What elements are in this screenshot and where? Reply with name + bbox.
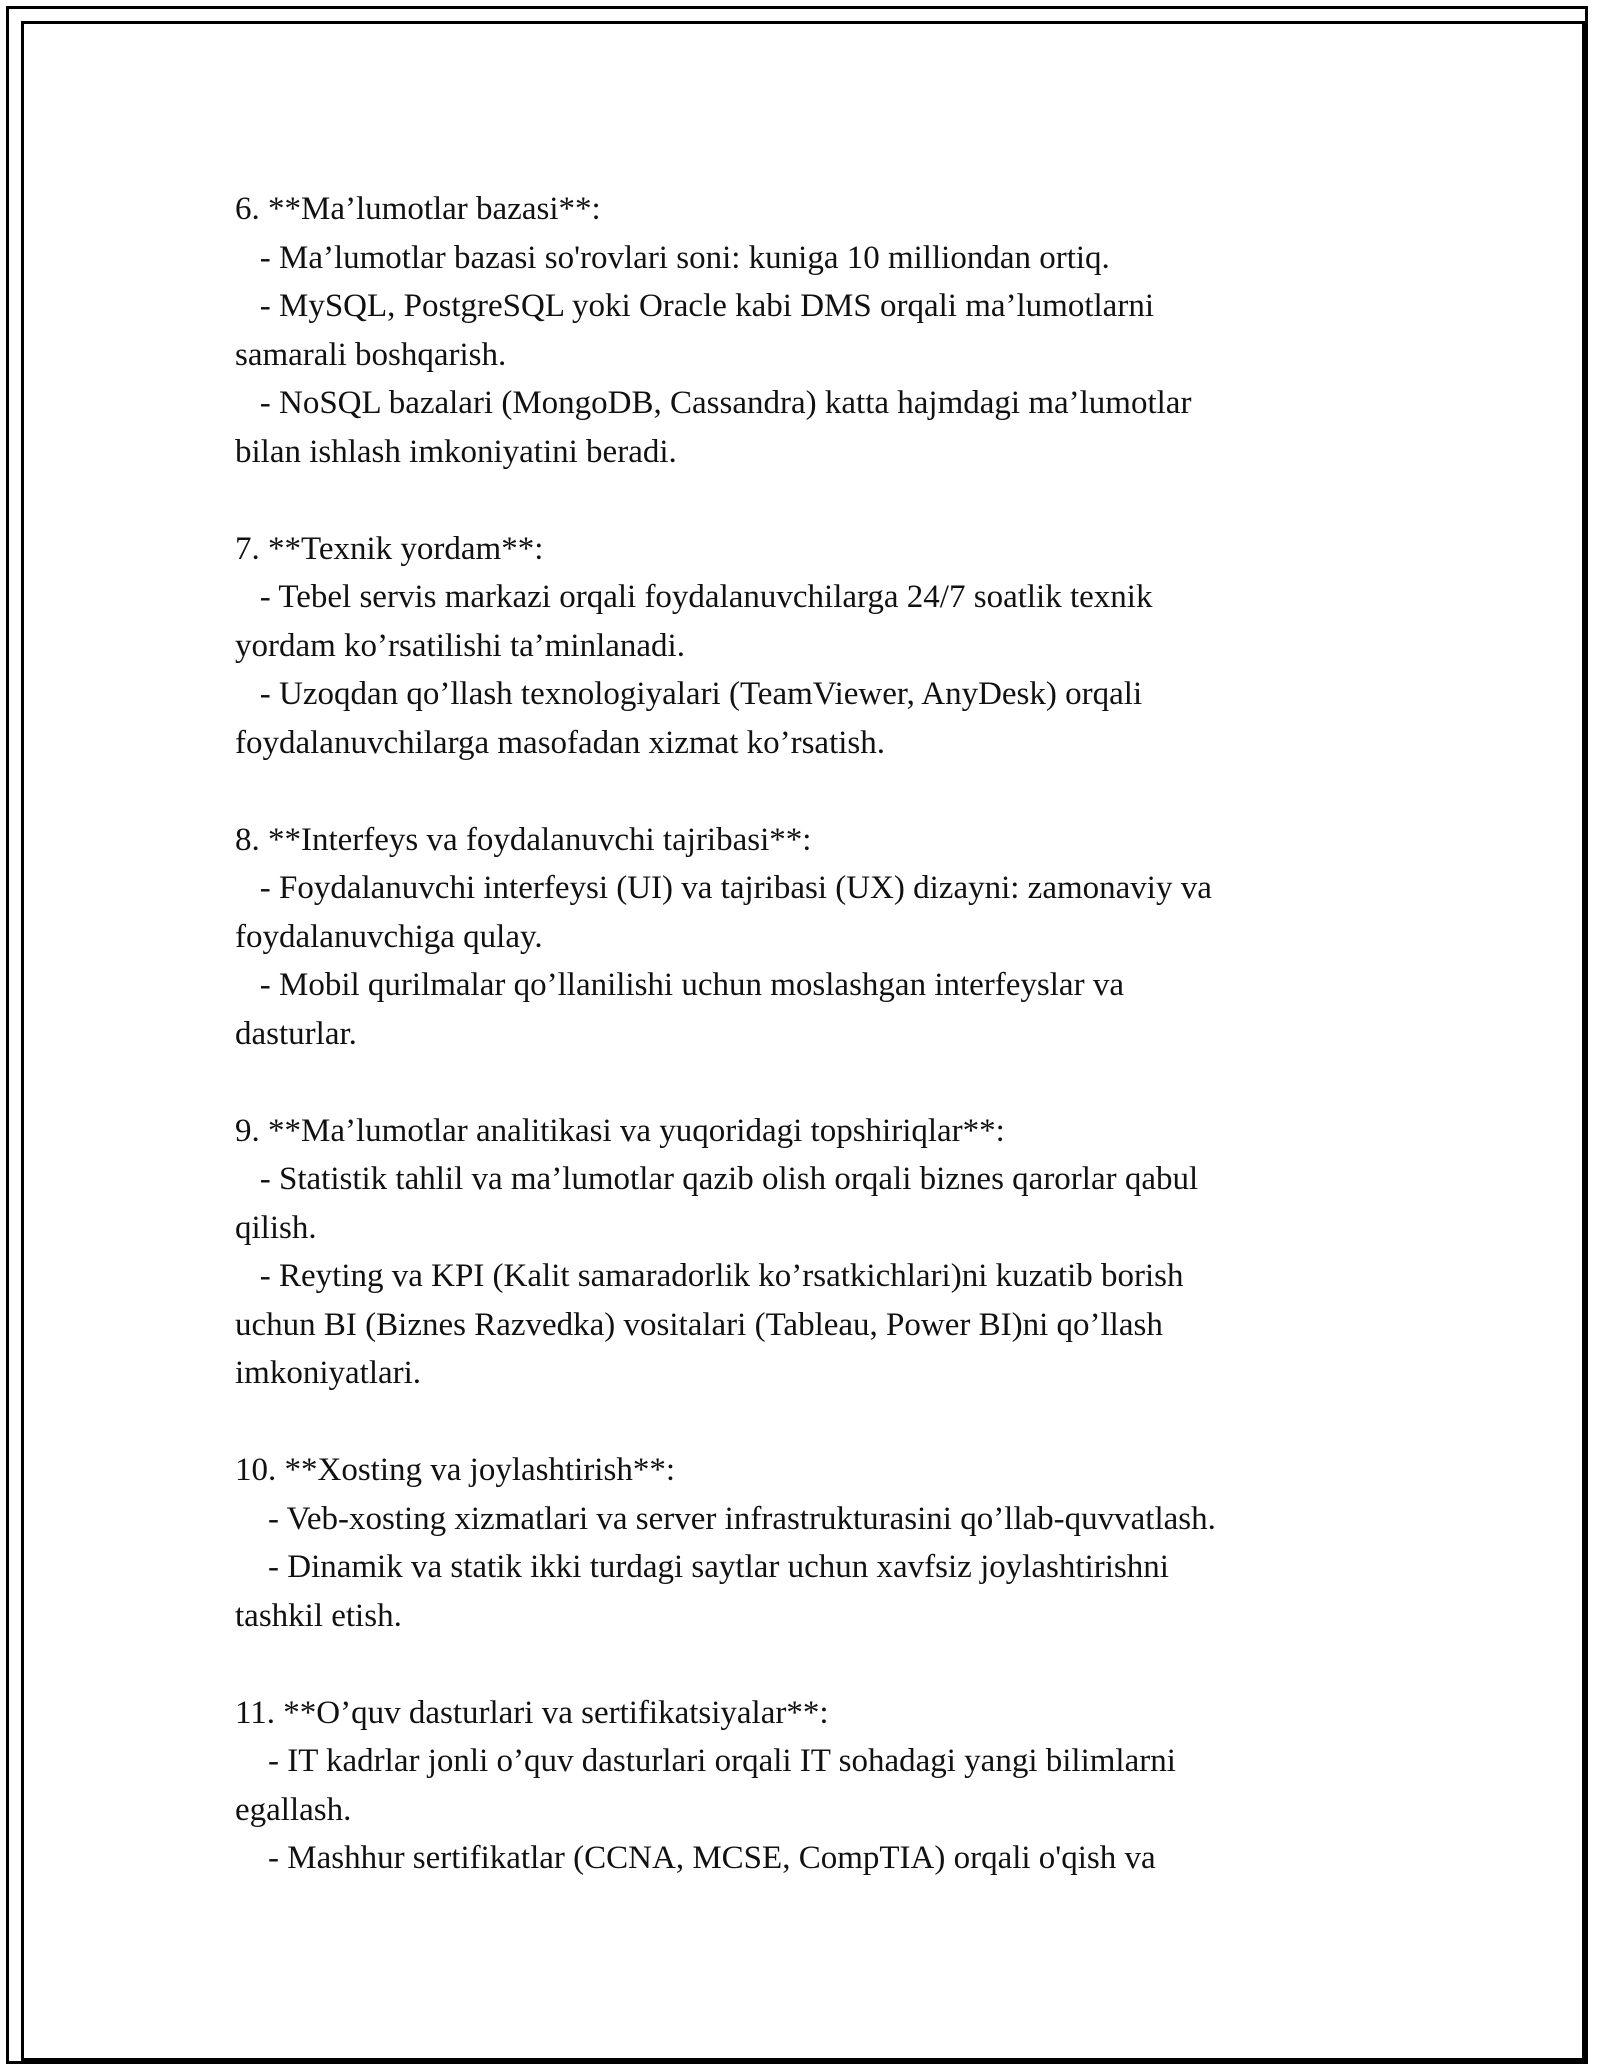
section-data-analytics	[235, 1107, 1365, 1398]
bullet-line: - Mobil qurilmalar qo’llanilishi uchun moslashgan interfeyslar va	[235, 967, 1124, 1003]
bullet-continuation: samarali boshqarish.	[235, 336, 507, 373]
bullet-continuation: yordam ko’rsatilishi ta’minlanadi.	[235, 627, 685, 664]
bullet-continuation: egallash.	[235, 1791, 352, 1828]
bullet-continuation: qilish.	[235, 1209, 317, 1246]
document-body	[235, 185, 1365, 1883]
section-heading: 9. **Ma’lumotlar analitikasi va yuqoridagi topshiriqlar**:	[235, 1112, 1005, 1149]
bullet-continuation: foydalanuvchilarga masofadan xizmat ko’rsatish.	[235, 724, 886, 761]
bullet-line: - MySQL, PostgreSQL yoki Oracle kabi DMS orqali ma’lumotlarni	[235, 288, 1154, 324]
bullet-line: - Statistik tahlil va ma’lumotlar qazib olish orqali biznes qarorlar qabul	[235, 1161, 1199, 1197]
bullet-line: - NoSQL bazalari (MongoDB, Cassandra) katta hajmdagi ma’lumotlar	[235, 385, 1192, 421]
bullet-line: - Uzoqdan qo’llash texnologiyalari (TeamViewer, AnyDesk) orqali	[235, 676, 1143, 712]
section-hosting	[235, 1446, 1365, 1640]
bullet-line: - Veb-xosting xizmatlari va server infrastrukturasini qo’llab-quvvatlash.	[235, 1500, 1216, 1537]
bullet-continuation: dasturlar.	[235, 1015, 357, 1052]
bullet-line: - Mashhur sertifikatlar (CCNA, MCSE, CompTIA) orqali o'qish va	[235, 1840, 1156, 1876]
bullet-continuation: bilan ishlash imkoniyatini beradi.	[235, 433, 677, 470]
section-tech-support	[235, 525, 1365, 768]
bullet-continuation: tashkil etish.	[235, 1597, 402, 1634]
bullet-continuation: imkoniyatlari.	[235, 1355, 422, 1391]
bullet-line: - Reyting va KPI (Kalit samaradorlik ko’rsatkichlari)ni kuzatib borish	[235, 1258, 1184, 1294]
section-heading: 10. **Xosting va joylashtirish**:	[235, 1452, 675, 1488]
bullet-line: - Dinamik va statik ikki turdagi saytlar uchun xavfsiz joylashtirishni	[235, 1549, 1169, 1585]
section-heading: 6. **Ma’lumotlar bazasi**:	[235, 191, 601, 227]
section-heading: 8. **Interfeys va foydalanuvchi tajribasi**:	[235, 821, 812, 858]
section-interface-ux	[235, 816, 1365, 1059]
bullet-continuation: uchun BI (Biznes Razvedka) vositalari (Tableau, Power BI)ni qo’llash	[235, 1306, 1163, 1343]
bullet-line: - IT kadrlar jonli o’quv dasturlari orqali IT sohadagi yangi bilimlarni	[235, 1743, 1176, 1779]
section-heading: 7. **Texnik yordam**:	[235, 530, 544, 567]
section-heading: 11. **O’quv dasturlari va sertifikatsiyalar**:	[235, 1694, 829, 1731]
bullet-line: - Tebel servis markazi orqali foydalanuvchilarga 24/7 soatlik texnik	[235, 579, 1153, 615]
bullet-line: - Foydalanuvchi interfeysi (UI) va tajribasi (UX) dizayni: zamonaviy va	[235, 870, 1212, 906]
section-database	[235, 185, 1365, 476]
bullet-continuation: foydalanuvchiga qulay.	[235, 918, 543, 955]
bullet-line: - Ma’lumotlar bazasi so'rovlari soni: kuniga 10 milliondan ortiq.	[235, 239, 1110, 276]
section-training-certification	[235, 1689, 1365, 1883]
